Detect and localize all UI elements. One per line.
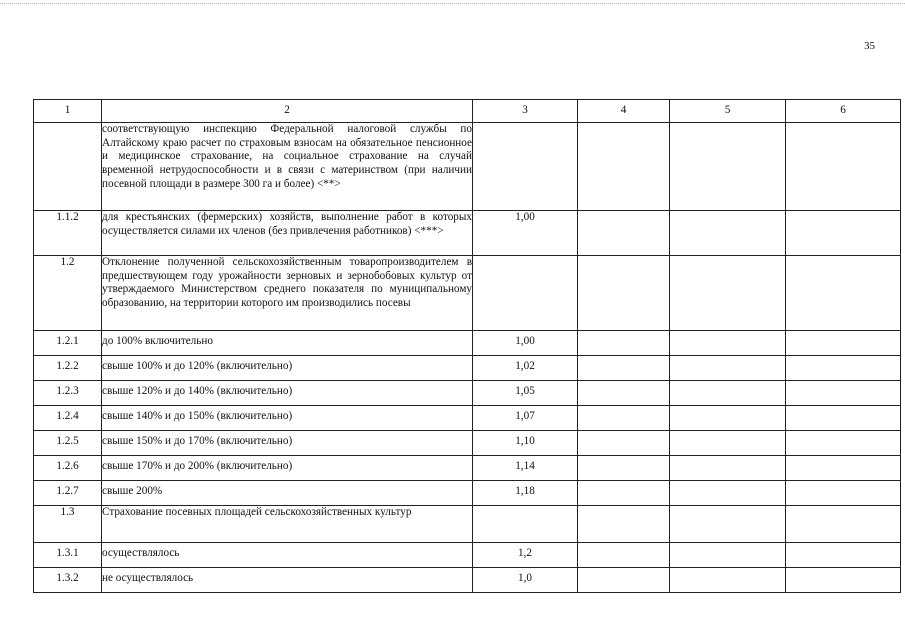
row-coefficient xyxy=(473,506,578,543)
row-description: до 100% включительно xyxy=(102,331,473,356)
row-cell-4 xyxy=(578,406,670,431)
row-cell-5 xyxy=(670,211,786,256)
table-row xyxy=(34,506,901,543)
table-header-row xyxy=(34,100,901,123)
row-number: 1.3.1 xyxy=(34,543,102,568)
table-row xyxy=(34,543,901,568)
row-cell-6 xyxy=(786,568,901,593)
row-description: Страхование посевных площадей сельскохозяйственных культур xyxy=(102,506,473,543)
page-number: 35 xyxy=(864,40,875,52)
row-cell-5 xyxy=(670,543,786,568)
row-description: свыше 200% xyxy=(102,481,473,506)
row-number: 1.2 xyxy=(34,256,102,331)
row-cell-6 xyxy=(786,123,901,211)
row-cell-6 xyxy=(786,506,901,543)
row-cell-6 xyxy=(786,543,901,568)
table-row xyxy=(34,406,901,431)
row-cell-4 xyxy=(578,356,670,381)
row-coefficient: 1,18 xyxy=(473,481,578,506)
row-cell-5 xyxy=(670,568,786,593)
row-cell-4 xyxy=(578,431,670,456)
row-cell-4 xyxy=(578,331,670,356)
row-number: 1.1.2 xyxy=(34,211,102,256)
row-number: 1.3.2 xyxy=(34,568,102,593)
row-coefficient: 1,14 xyxy=(473,456,578,481)
row-coefficient: 1,02 xyxy=(473,356,578,381)
row-number xyxy=(34,123,102,211)
row-coefficient: 1,10 xyxy=(473,431,578,456)
row-cell-5 xyxy=(670,406,786,431)
table-row xyxy=(34,568,901,593)
row-coefficient: 1,00 xyxy=(473,211,578,256)
row-description: для крестьянских (фермерских) хозяйств, выполнение работ в которых осуществляется силами их членов (без привлечения работников) <***> xyxy=(102,211,473,256)
row-number: 1.2.6 xyxy=(34,456,102,481)
row-cell-5 xyxy=(670,331,786,356)
row-coefficient: 1,0 xyxy=(473,568,578,593)
page-top-edge xyxy=(0,3,905,4)
row-description: соответствующую инспекцию Федеральной налоговой службы по Алтайскому краю расчет по страховым взносам на обязательное пенсионное и медицинское страхование, на социальное страхование на случай временной нетрудоспособности и в связи с материнством (при наличии посевной площади в размере 300 га и более) <**> xyxy=(102,123,473,211)
row-description: осуществлялось xyxy=(102,543,473,568)
row-cell-4 xyxy=(578,456,670,481)
row-coefficient: 1,07 xyxy=(473,406,578,431)
row-description: свыше 170% и до 200% (включительно) xyxy=(102,456,473,481)
row-coefficient xyxy=(473,256,578,331)
row-number: 1.2.7 xyxy=(34,481,102,506)
row-cell-4 xyxy=(578,506,670,543)
column-header-4: 4 xyxy=(578,100,670,123)
row-cell-4 xyxy=(578,381,670,406)
row-cell-5 xyxy=(670,481,786,506)
column-header-1: 1 xyxy=(34,100,102,123)
row-coefficient: 1,05 xyxy=(473,381,578,406)
table-row xyxy=(34,431,901,456)
row-cell-5 xyxy=(670,381,786,406)
table-row xyxy=(34,356,901,381)
row-cell-4 xyxy=(578,543,670,568)
row-number: 1.2.1 xyxy=(34,331,102,356)
row-cell-6 xyxy=(786,406,901,431)
row-cell-4 xyxy=(578,211,670,256)
table-row xyxy=(34,381,901,406)
row-cell-6 xyxy=(786,456,901,481)
row-description: Отклонение полученной сельскохозяйственным товаропроизводителем в предшествующем году урожайности зерновых и зернобобовых культур от утверждаемого Министерством среднего показателя по муниципальному образованию, на территории которого им производились посевы xyxy=(102,256,473,331)
row-cell-4 xyxy=(578,568,670,593)
row-number: 1.2.3 xyxy=(34,381,102,406)
row-cell-6 xyxy=(786,211,901,256)
row-cell-5 xyxy=(670,356,786,381)
table-row xyxy=(34,456,901,481)
row-cell-6 xyxy=(786,256,901,331)
row-coefficient: 1,00 xyxy=(473,331,578,356)
row-cell-4 xyxy=(578,256,670,331)
row-coefficient: 1,2 xyxy=(473,543,578,568)
column-header-6: 6 xyxy=(786,100,901,123)
row-description: свыше 120% и до 140% (включительно) xyxy=(102,381,473,406)
row-cell-6 xyxy=(786,431,901,456)
table-row xyxy=(34,481,901,506)
row-cell-5 xyxy=(670,506,786,543)
row-cell-5 xyxy=(670,256,786,331)
coefficients-table xyxy=(33,99,901,593)
row-coefficient xyxy=(473,123,578,211)
row-description: свыше 150% и до 170% (включительно) xyxy=(102,431,473,456)
row-description: свыше 100% и до 120% (включительно) xyxy=(102,356,473,381)
table-row xyxy=(34,331,901,356)
row-cell-5 xyxy=(670,123,786,211)
row-cell-4 xyxy=(578,123,670,211)
table-row xyxy=(34,123,901,211)
row-cell-5 xyxy=(670,456,786,481)
row-cell-6 xyxy=(786,356,901,381)
row-cell-6 xyxy=(786,381,901,406)
row-description: свыше 140% и до 150% (включительно) xyxy=(102,406,473,431)
table-row xyxy=(34,256,901,331)
column-header-3: 3 xyxy=(473,100,578,123)
table-row xyxy=(34,211,901,256)
row-number: 1.2.5 xyxy=(34,431,102,456)
row-number: 1.2.2 xyxy=(34,356,102,381)
row-cell-5 xyxy=(670,431,786,456)
row-cell-6 xyxy=(786,481,901,506)
column-header-2: 2 xyxy=(102,100,473,123)
row-number: 1.3 xyxy=(34,506,102,543)
row-cell-4 xyxy=(578,481,670,506)
row-number: 1.2.4 xyxy=(34,406,102,431)
row-description: не осуществлялось xyxy=(102,568,473,593)
column-header-5: 5 xyxy=(670,100,786,123)
row-cell-6 xyxy=(786,331,901,356)
